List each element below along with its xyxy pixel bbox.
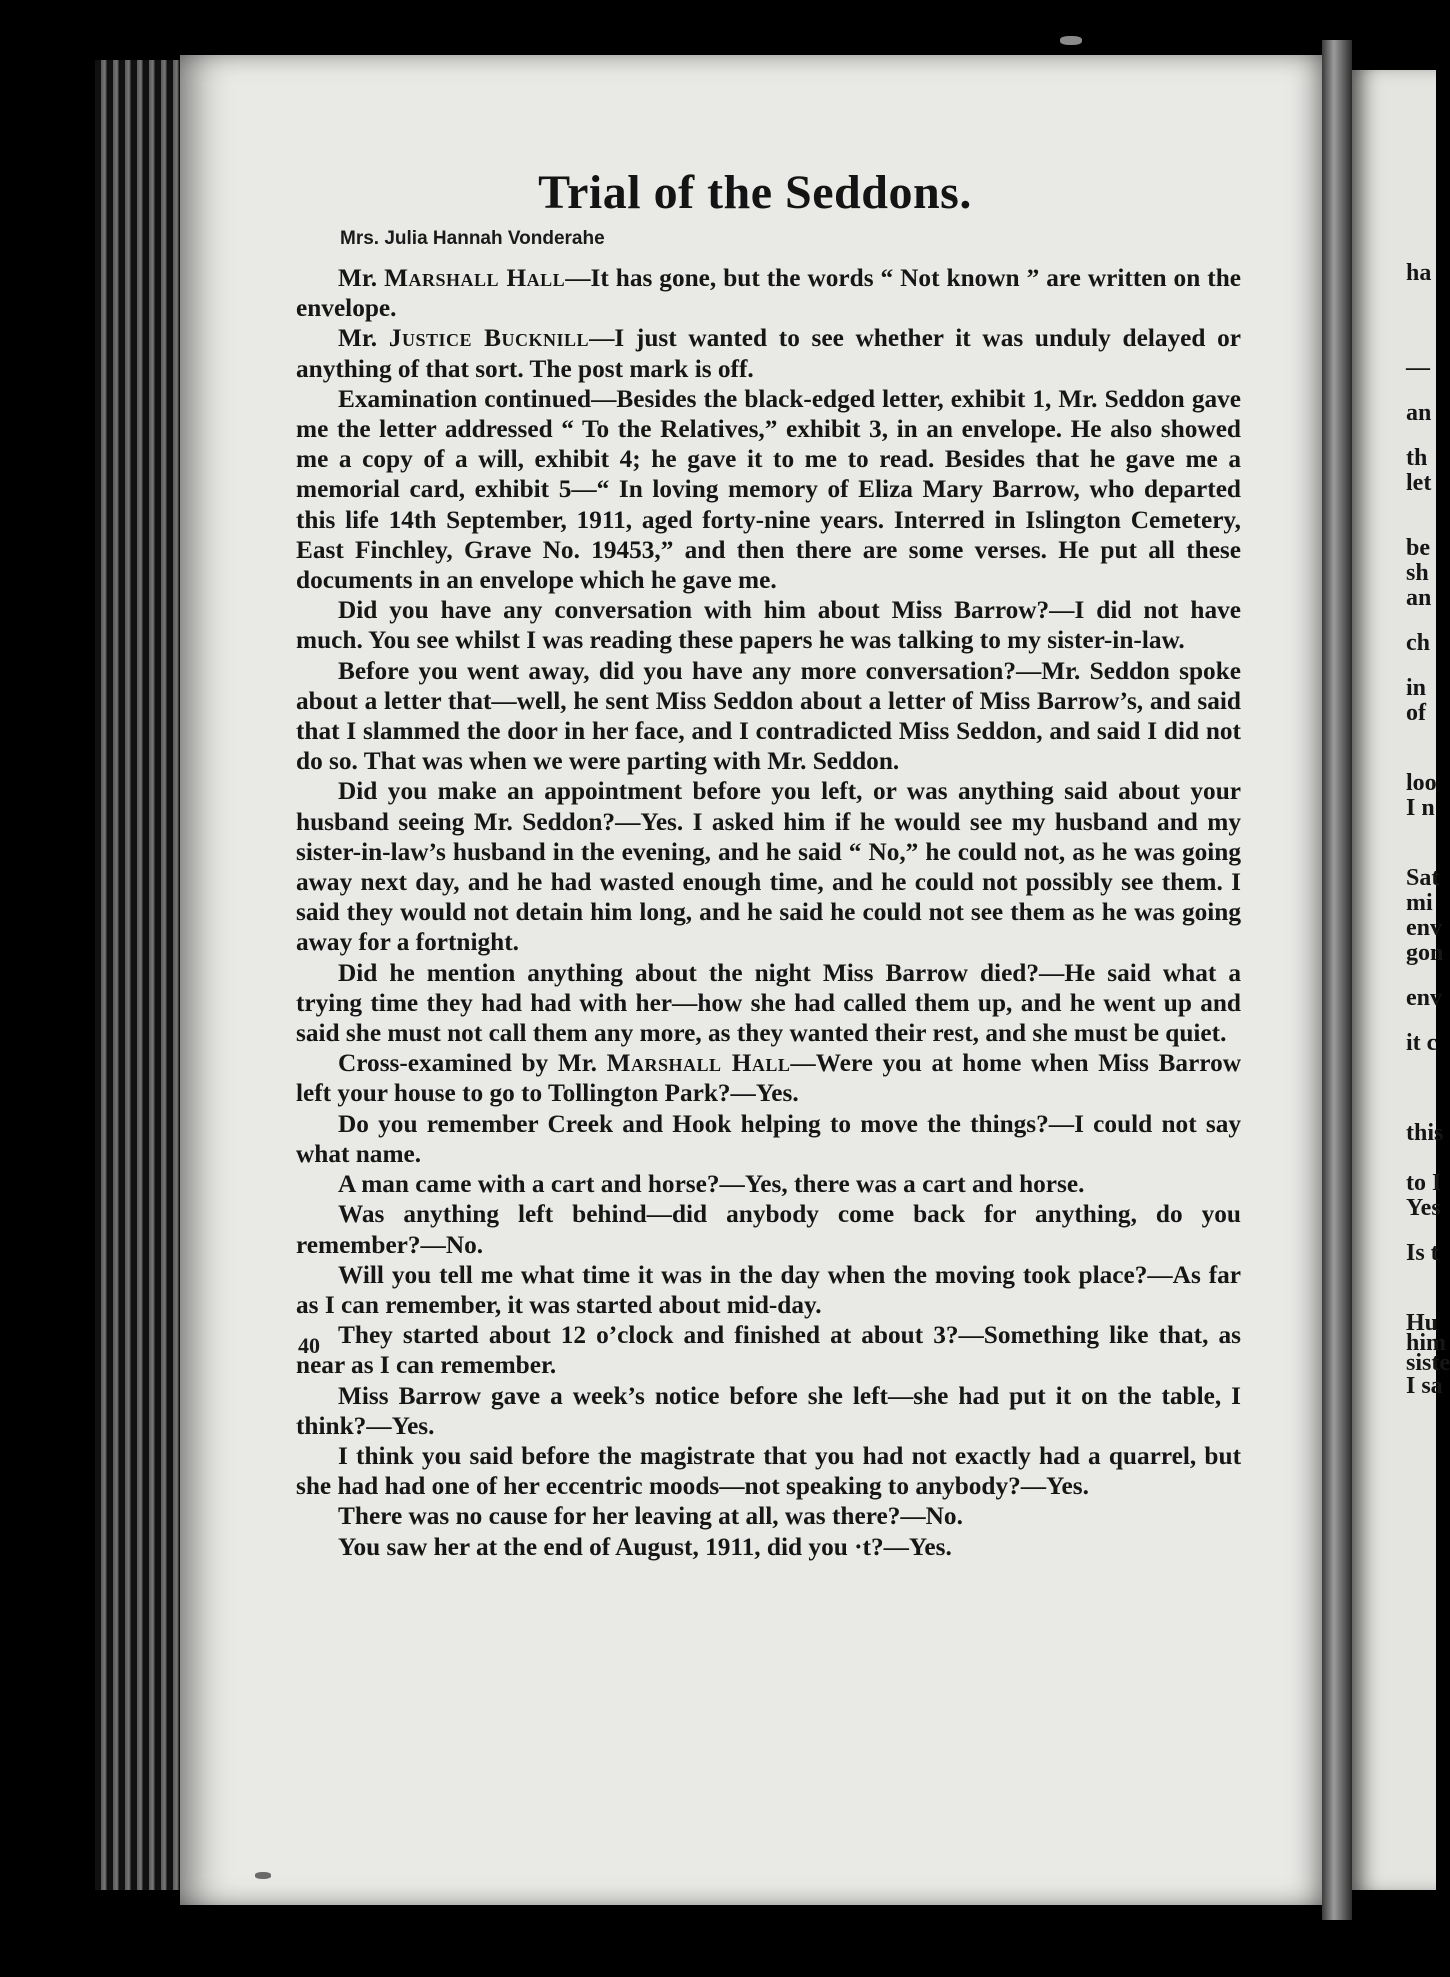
paragraph-text: Did he mention anything about the night Miss Barrow died?—He said what a trying time they had had with her—how she had called them up, and he went up and said she must not call them any more, as they wanted their rest, and she must be quiet.	[296, 958, 1241, 1048]
scan-speck	[1060, 36, 1082, 45]
paragraph-text: Examination continued—Besides the black-edged letter, exhibit 1, Mr. Seddon gave me the letter addressed “ To the Relatives,” exhibit 3, in an envelope. He also showed me a copy of a will, exhibit 4; he gave it to me to read. Besides that he gave me a memorial card, exhibit 5—“ In loving memory of Eliza Mary Barrow, who departed this life 14th September, 1911, aged forty-nine years. Interred in Islington Cemetery, East Finchley, Grave No. 19453,” and then there are some verses. He put all these documents in an envelope which he gave me.	[296, 384, 1241, 595]
paragraph-text: Mr.	[338, 264, 385, 292]
facing-page-fragment: sh	[1406, 560, 1429, 586]
facing-page-fragment: in	[1406, 675, 1427, 701]
paragraph	[296, 656, 1241, 777]
paragraph	[296, 1169, 1241, 1199]
facing-page-fragment: Sat	[1406, 865, 1440, 891]
facing-page-fragment: Yes	[1406, 1195, 1441, 1221]
paragraph-text: Mr.	[338, 324, 389, 353]
facing-page-fragment: ch	[1406, 630, 1430, 656]
facing-page-fragment: siste	[1406, 1350, 1450, 1376]
running-head: Mrs. Julia Hannah Vonderahe	[340, 228, 605, 249]
facing-page-fragment: this	[1406, 1120, 1444, 1146]
facing-page-fragment: an	[1406, 585, 1432, 611]
facing-page-fragment: Is t	[1406, 1240, 1439, 1266]
facing-page-fragment: I n	[1406, 795, 1435, 821]
facing-page-fragment: to I	[1406, 1170, 1442, 1196]
facing-page-fragment: I sa	[1406, 1373, 1443, 1399]
facing-page-fragment: th	[1406, 445, 1428, 471]
facing-page-fragment: loo	[1406, 770, 1437, 796]
facing-page-fragment: ha	[1406, 260, 1432, 286]
paragraph	[296, 595, 1241, 655]
speaker-name: Justice Bucknill	[388, 324, 590, 353]
paragraph	[296, 1109, 1241, 1169]
paragraph	[296, 958, 1241, 1049]
paragraph-text: Will you tell me what time it was in the day when the moving took place?—As far as I can remember, it was started about mid-day.	[296, 1260, 1241, 1319]
facing-page-fragment: it c	[1406, 1030, 1438, 1056]
paragraph	[296, 1501, 1241, 1531]
facing-page-fragment: an	[1406, 400, 1432, 426]
paragraph-text: Miss Barrow gave a week’s notice before she left—she had put it on the table, I think?—Yes.	[296, 1381, 1241, 1440]
facing-page-fragment: of	[1406, 700, 1426, 726]
paragraph-text: —I just wanted to see whether it was unduly delayed or anything of that sort. The post mark is off.	[296, 324, 1242, 383]
facing-page-fragment: let	[1406, 470, 1432, 496]
facing-page	[1352, 70, 1450, 1890]
paragraph-text: There was no cause for her leaving at all, was there?—No.	[338, 1502, 963, 1531]
facing-page-fragment: mi	[1406, 890, 1433, 916]
paragraph	[296, 1320, 1241, 1380]
paragraph-text: Did you have any conversation with him about Miss Barrow?—I did not have much. You see whilst I was reading these papers he was talking to my sister-in-law.	[296, 596, 1241, 655]
paragraph	[296, 776, 1241, 957]
paragraph	[296, 1199, 1241, 1259]
facing-page-fragment: —	[1406, 355, 1430, 381]
paragraph-text: You saw her at the end of August, 1911, did you ·t?—Yes.	[338, 1532, 952, 1561]
page-title: Trial of the Seddons.	[538, 166, 972, 219]
paragraph	[296, 323, 1241, 383]
body-text	[296, 263, 1241, 1562]
paragraph-text: I think you said before the magistrate that you had not exactly had a quarrel, but she had had one of her eccentric moods—not speaking to anybody?—Yes.	[296, 1441, 1241, 1501]
paragraph	[296, 263, 1241, 323]
paragraph-text: Did you make an appointment before you left, or was anything said about your husband seeing Mr. Seddon?—Yes. I asked him if he would see my husband and my sister-in-law’s husband in the evening, and he said “ No,” he could not, as he was going away next day, and he had wasted enough time, and he could not possibly see them. I said they would not detain him long, and he said he could not see them as he was going away for a fortnight.	[296, 777, 1241, 957]
paragraph	[296, 1441, 1241, 1501]
speaker-name: Marshall Hall	[384, 264, 566, 292]
scan-speck	[255, 1872, 271, 1879]
facing-page-fragment: him	[1406, 1330, 1447, 1356]
facing-page-fragment: Hu	[1406, 1310, 1439, 1336]
speaker-name: Marshall Hall	[606, 1049, 791, 1078]
facing-page-fragment: gon	[1406, 940, 1444, 966]
facing-page-fragment: env	[1406, 915, 1442, 941]
paragraph	[296, 384, 1241, 595]
book-gutter	[1322, 40, 1352, 1920]
paragraph	[296, 1532, 1241, 1562]
book-binding	[95, 60, 185, 1890]
paragraph	[296, 1381, 1241, 1441]
paragraph	[296, 1048, 1241, 1108]
paragraph-text: Before you went away, did you have any more conversation?—Mr. Seddon spoke about a letter that—well, he sent Miss Seddon about a letter of Miss Barrow’s, and said that I slammed the door in her face, and I contradicted Miss Seddon, and said I did not do so. That was when we were parting with Mr. Seddon.	[296, 656, 1241, 776]
paragraph-text: —It has gone, but the words “ Not known ” are written on the envelope.	[296, 264, 1241, 323]
paragraph-text: —Were you at home when Miss Barrow left your house to go to Tollington Park?—Yes.	[296, 1049, 1241, 1108]
facing-page-fragment: be	[1406, 535, 1430, 561]
facing-page-fragment: env	[1406, 985, 1442, 1011]
paragraph-text: They started about 12 o’clock and finished at about 3?—Something like that, as near as I can remember.	[296, 1321, 1241, 1380]
paragraph-text: Do you remember Creek and Hook helping to move the things?—I could not say what name.	[296, 1109, 1241, 1168]
page-number: 40	[298, 1333, 320, 1358]
paragraph-text: A man came with a cart and horse?—Yes, there was a cart and horse.	[338, 1170, 1085, 1199]
paragraph-text: Was anything left behind—did anybody come back for anything, do you remember?—No.	[296, 1200, 1241, 1259]
paragraph-text: Cross-examined by Mr.	[338, 1049, 607, 1078]
paragraph	[296, 1260, 1241, 1320]
